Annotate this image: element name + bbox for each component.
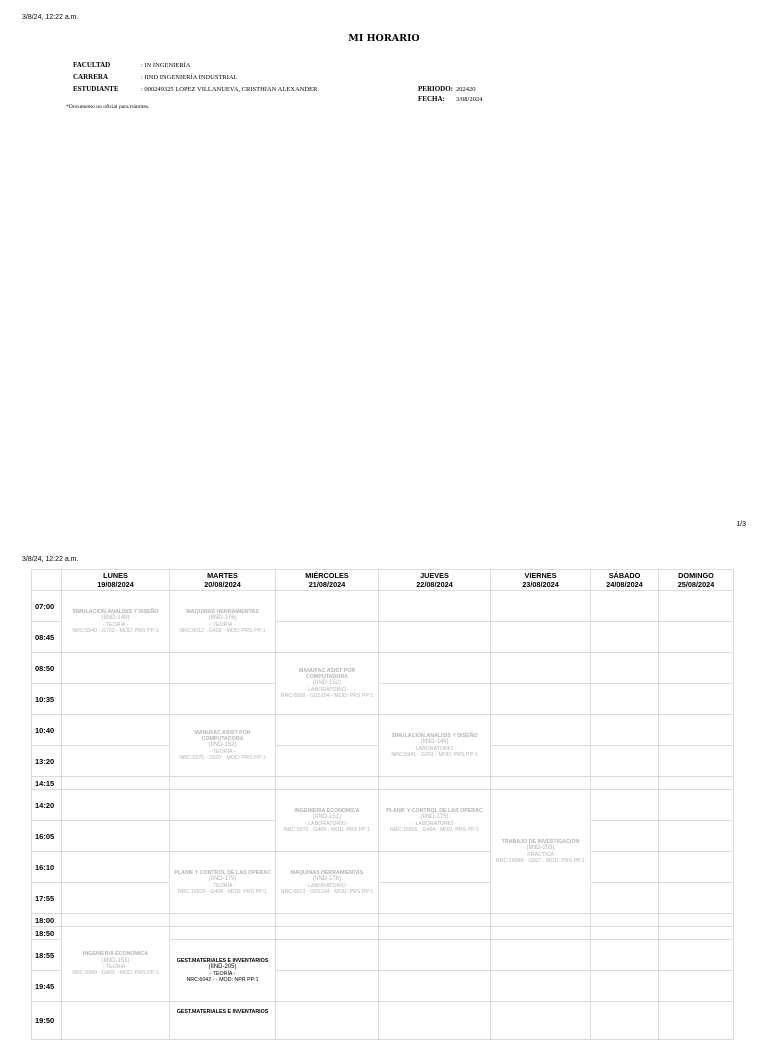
course-block[interactable]: INGENIERIA ECONOMICA (IIND-151) - TEORÍA - NRC:5969 - G403 - MOD: PRS PP:1: [62, 927, 170, 1002]
carrera-value: : IIND INGENIERÍA INDUSTRIAL: [141, 74, 238, 81]
course-block[interactable]: SIMULACION,ANALISIS Y DISEÑO (IIND-149) - LABORATORIO - NRC:5941 - G201 - MOD: PRS PP:1: [379, 715, 491, 777]
facultad-label: FACULTAD: [73, 61, 111, 69]
course-block[interactable]: SIMULACION,ANALISIS Y DISEÑO (IIND-149) - TEORÍA - NRC:5940 - G702 - MOD: PRS PP:1: [62, 591, 170, 653]
day-header-thursday: JUEVES 22/08/2024: [379, 570, 491, 591]
day-header-friday: VIERNES 23/08/2024: [491, 570, 591, 591]
course-block-active[interactable]: GEST.MATERIALES E INVENTARIOS: [170, 1002, 276, 1040]
day-header-monday: LUNES 19/08/2024: [62, 570, 170, 591]
estudiante-label: ESTUDIANTE: [73, 85, 119, 93]
page-title: MI HORARIO: [348, 33, 420, 44]
time-slot: 19:50: [32, 1002, 62, 1040]
fecha-value: 3/08/2024: [456, 96, 483, 103]
schedule-table: [31, 569, 734, 1040]
course-block[interactable]: MAQUINAS HERRAMIENTAS (IIND-176) - TEORÍA - NRC:6012 - G402 - MOD: PRS PP:1: [170, 591, 276, 653]
time-slot: 14:15: [32, 777, 62, 790]
day-header-saturday: SÁBADO 24/08/2024: [591, 570, 659, 591]
time-slot: 17:55: [32, 883, 62, 914]
time-slot: 08:45: [32, 622, 62, 653]
time-slot: 18:00: [32, 914, 62, 927]
time-slot: 10:35: [32, 684, 62, 715]
course-block[interactable]: MANUFAC ASIST POR COMPUTADORA (IIND-152) - LABORATORIO - NRC:6008 - G5S104 - MOD: PRS PP:1: [276, 653, 379, 715]
course-block-active[interactable]: GEST.MATERIALES E INVENTARIOS (IIND-205) - TEORÍA - NRC:6042 - - MOD: NPR PP:1: [170, 940, 276, 1002]
periodo-value: 202420: [456, 86, 476, 93]
time-slot: 08:50: [32, 653, 62, 684]
course-block[interactable]: PLANIF Y CONTROL DE LAS OPERAC (IIND-175) - TEORÍA - NRC:16825 - G406 - MOD: PRS PP:1: [170, 852, 276, 914]
time-slot: 13:20: [32, 746, 62, 777]
estudiante-value: : 000249325 LOPEZ VILLANUEVA, CRISTHIAN ALEXANDER: [141, 86, 318, 93]
page-2: [0, 548, 768, 1024]
fecha-label: FECHA:: [418, 95, 445, 103]
time-slot: 19:45: [32, 971, 62, 1002]
disclaimer-note: *Documento no oficial para trámites.: [66, 104, 150, 110]
course-block[interactable]: PLANIF Y CONTROL DE LAS OPERAC (IIND-175) - LABORATORIO - NRC:16826 - G404 - MOD: PRS PP:1: [379, 790, 491, 852]
periodo-label: PERIODO:: [418, 85, 453, 93]
course-block[interactable]: INGENIERIA ECONOMICA (IIND-151) - LABORATORIO - NRC:5972 - G409 - MOD: PRS PP:1: [276, 790, 379, 852]
print-timestamp-2: 3/8/24, 12:22 a.m.: [22, 556, 79, 563]
course-block[interactable]: MAQUINAS HERRAMIENTAS (IIND-176) - LABORATORIO - NRC:6013 - G5S104 - MOD: PRS PP:1: [276, 852, 379, 914]
time-column-header: [32, 570, 62, 591]
time-slot: 16:10: [32, 852, 62, 883]
day-header-wednesday: MIÉRCOLES 21/08/2024: [276, 570, 379, 591]
day-header-sunday: DOMINGO 25/08/2024: [659, 570, 734, 591]
page-number: 1/3: [736, 521, 746, 528]
time-slot: 14:20: [32, 790, 62, 821]
facultad-value: : IN INGENIERÍA: [141, 62, 191, 69]
day-header-row: [32, 570, 734, 591]
course-block[interactable]: TRABAJO DE INVESTIGACION (IIND-203) - PRÁCTICA - NRC:16880 - G507 - MOD: PRS PP:1: [491, 790, 591, 914]
time-slot: 07:00: [32, 591, 62, 622]
day-header-tuesday: MARTES 20/08/2024: [170, 570, 276, 591]
time-slot: 16:05: [32, 821, 62, 852]
print-timestamp: 3/8/24, 12:22 a.m.: [22, 14, 79, 21]
carrera-label: CARRERA: [73, 73, 108, 81]
time-slot: 18:55: [32, 940, 62, 971]
time-slot: 10:40: [32, 715, 62, 746]
time-slot: 18:50: [32, 927, 62, 940]
course-block[interactable]: MANUFAC ASIST POR COMPUTADORA (IIND-152) - TEORÍA - NRC:5975 - G507 - MOD: PRS PP:1: [170, 715, 276, 777]
